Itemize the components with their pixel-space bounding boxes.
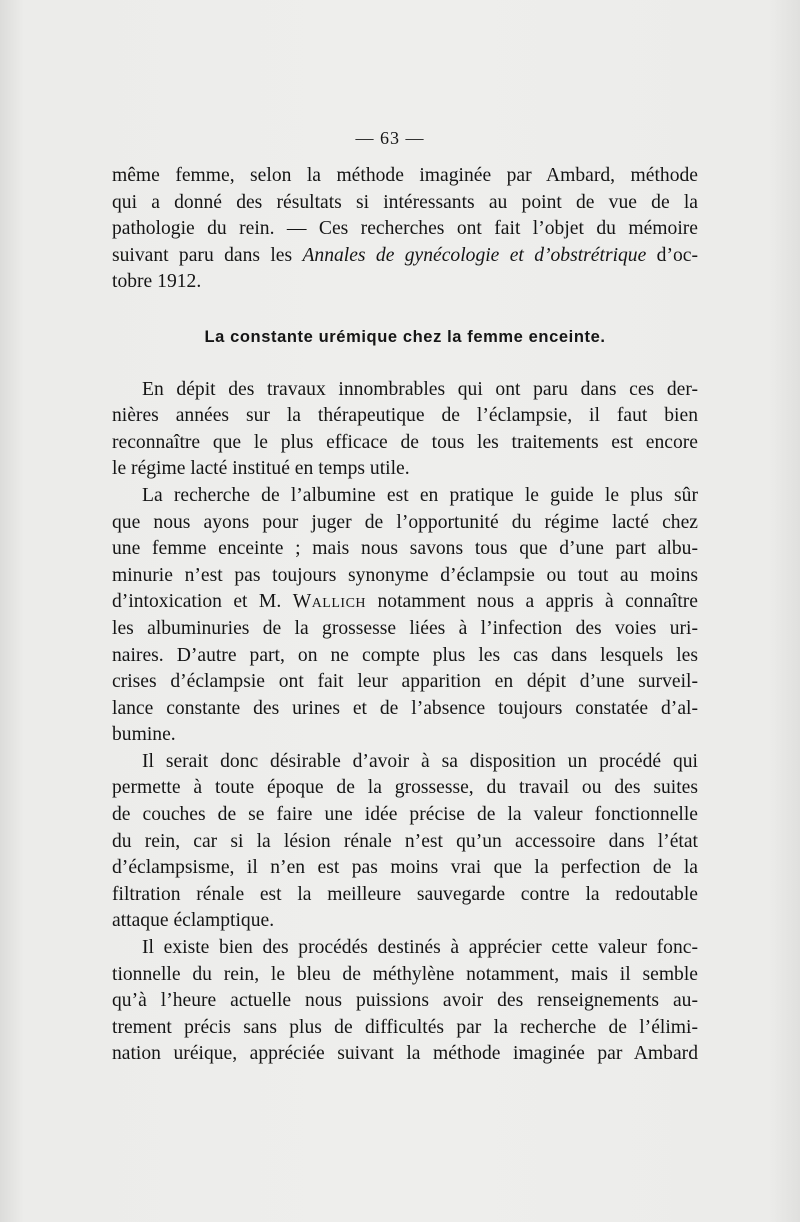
text-line: lance constante des urines et de l’absence toujours constatée d’al- — [112, 697, 698, 719]
text-line: que nous ayons pour juger de l’opportunité du régime lacté chez — [112, 511, 698, 533]
text-line: d’éclampsisme, il n’en est pas moins vrai que la perfection de la — [112, 857, 698, 879]
text-line: attaque éclamptique. — [112, 910, 275, 932]
text-segment: d’oc- — [646, 244, 698, 266]
text-line: permette à toute époque de la grossesse, du travail ou des suites — [112, 777, 698, 799]
text-line: crises d’éclampsie ont fait leur apparition en dépit d’une surveil- — [112, 671, 698, 693]
text-line: nières années sur la thérapeutique de l’éclampsie, il faut bien — [112, 405, 698, 427]
text-segment: notamment nous a appris à connaître — [366, 591, 699, 613]
text-line: En dépit des travaux innombrables qui ont paru dans ces der- — [142, 378, 698, 400]
text-segment: suivant paru dans les — [112, 244, 303, 266]
text-line: du rein, car si la lésion rénale n’est qu’un accessoire dans l’état — [112, 830, 698, 852]
text-line: nation uréique, appréciée suivant la méthode imaginée par Ambard — [112, 1043, 698, 1065]
section-heading: La constante urémique chez la femme enceinte. — [204, 327, 606, 346]
text-line: même femme, selon la méthode imaginée par Ambard, méthode — [112, 165, 698, 186]
text-segment: d’intoxication et M. — [112, 591, 293, 613]
paragraph-continuation — [112, 163, 698, 296]
text-line: tionnelle du rein, le bleu de méthylène notamment, mais il semble — [112, 963, 698, 985]
journal-title: Annales de gynécologie et d’obstrétrique — [302, 244, 647, 266]
text-line: reconnaître que le plus efficace de tous les traitements est encore — [112, 431, 698, 453]
text-line: de couches de se faire une idée précise de la valeur fonctionnelle — [112, 804, 698, 826]
text-line: filtration rénale est la meilleure sauvegarde contre la redoutable — [112, 883, 698, 905]
body-text — [112, 163, 698, 1068]
text-line: trement précis sans plus de difficultés par la recherche de l’élimi- — [112, 1016, 698, 1038]
text-line: qui a donné des résultats si intéressants au point de vue de la — [112, 191, 698, 213]
text-line: Il existe bien des procédés destinés à apprécier cette valeur fonc- — [142, 937, 698, 959]
author-name: Wallich — [292, 591, 367, 613]
text-line: naires. D’autre part, on ne compte plus les cas dans lesquels les — [112, 644, 698, 666]
paragraph — [112, 377, 698, 483]
paragraph — [112, 483, 698, 749]
text-line: La recherche de l’albumine est en pratique le guide le plus sûr — [142, 484, 698, 506]
text-line-with-name — [112, 589, 698, 616]
text-line-with-title — [112, 243, 698, 270]
page-number: — 63 — — [355, 128, 425, 148]
text-line: qu’à l’heure actuelle nous puissions avoir des renseignements au- — [112, 990, 698, 1012]
text-line: le régime lacté institué en temps utile. — [112, 458, 410, 480]
paragraph — [112, 935, 698, 1068]
text-line: bumine. — [112, 724, 176, 746]
text-line: minurie n’est pas toujours synonyme d’éclampsie ou tout au moins — [112, 564, 698, 586]
text-line: une femme enceinte ; mais nous savons tous que d’une part albu- — [112, 538, 698, 560]
paragraph — [112, 749, 698, 935]
text-line: tobre 1912. — [112, 271, 202, 293]
text-line: pathologie du rein. — Ces recherches ont fait l’objet du mémoire — [112, 218, 698, 240]
text-line: les albuminuries de la grossesse liées à l’infection des voies uri- — [112, 617, 698, 639]
text-line: Il serait donc désirable d’avoir à sa disposition un procédé qui — [142, 750, 698, 772]
